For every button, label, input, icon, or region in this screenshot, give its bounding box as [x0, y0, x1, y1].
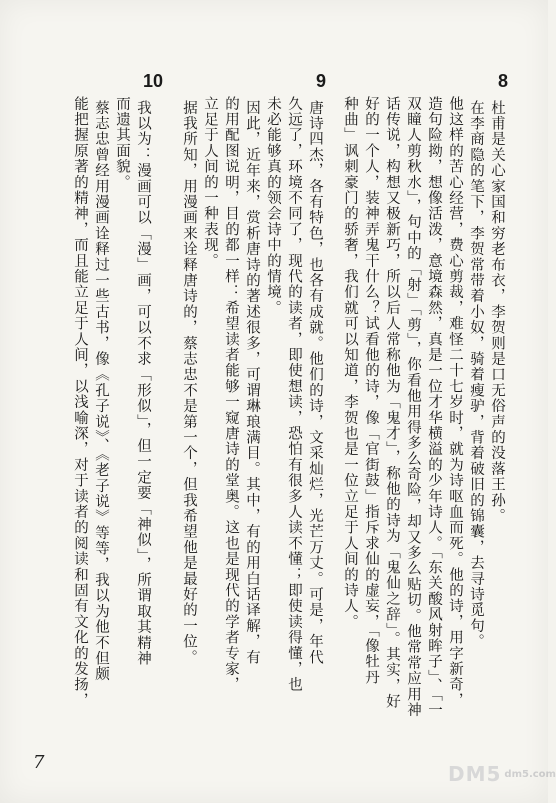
- text-column: 话传说，构想又极新巧，所以后人常称他为「鬼才」，称他的诗为「鬼仙之辞」。其实，好: [384, 96, 400, 710]
- section-number-8: 8: [498, 71, 509, 91]
- text-column: 种曲」讽刺豪门的骄奢，我们就可以知道，李贺也是一位立足于人间的诗人。: [342, 96, 358, 630]
- section-number-9: 9: [316, 71, 327, 91]
- watermark-site: dm5.com: [504, 768, 556, 780]
- site-watermark: [448, 762, 556, 786]
- text-column: 久远了，环境不同了，现代的读者，即使想读，恐怕有很多人读不懂；即使读得懂，也: [286, 96, 302, 693]
- text-column: 好的一个人，装神弄鬼干什么？试看他的诗，像「官街鼓」指斥求仙的虚妄，「像牡丹: [363, 96, 379, 686]
- text-column: 而遗其面貌。: [114, 96, 130, 191]
- section-number-10: 10: [143, 71, 164, 91]
- text-column: 在李商隐的笔下，李贺常带着小奴，骑着瘦驴，背着破旧的锦囊，去寻诗觅句。: [468, 100, 484, 650]
- text-column: 我以为：漫画可以「漫」画，可以不求「形似」，但一定要「神似」，所谓取其精神: [135, 100, 151, 667]
- text-column: 他这样的苦心经营，费心剪裁，难怪二十七岁时，就为诗呕血而死。他的诗，用字新奇，: [447, 96, 463, 709]
- text-column: 因此，近年来，赏析唐诗的著述很多，可谓琳琅满目。其中，有的用白话译解，有: [244, 100, 260, 666]
- text-column: 能把握原著的精神，而且能立足于人间，以浅喻深，对于读者的阅读和固有文化的发扬，: [72, 96, 88, 709]
- text-column: 立足于人间的一种表现。: [202, 96, 218, 269]
- watermark-logo: DM5: [448, 762, 502, 786]
- text-column: 未必能够真的领会诗中的情境。: [265, 96, 281, 316]
- text-column: 据我所知，用漫画来诠释唐诗的，蔡志忠不是第一个，但我希望他是最好的一位。: [181, 100, 197, 666]
- text-column: 造句险拗，想像活泼，意境森然，真是一位才华横溢的少年诗人。「东关酸风射眸子」、「一: [426, 96, 442, 718]
- page-number: 7: [33, 752, 45, 773]
- text-column: 的用配图说明，目的都一样：希望读者能够一窥唐诗的堂奥。这也是现代的学者专家，: [223, 96, 239, 693]
- text-column: 蔡志忠曾经用漫画诠释过一些古书，像《孔子说》、《老子说》等等，我以为他不但颇: [93, 100, 109, 683]
- text-column: 双瞳人剪秋水」，句中的「射」「剪」，你看他用得多么奇险，却又多么贴切。他常常应用神: [405, 96, 421, 718]
- text-column: 唐诗四杰，各有特色，也各有成就。他们的诗，文采灿烂，光芒万丈。可是，年代: [307, 100, 323, 666]
- text-column: 杜甫是关心家国和穷老布衣，李贺则是口无俗声的没落王孙。: [489, 100, 505, 524]
